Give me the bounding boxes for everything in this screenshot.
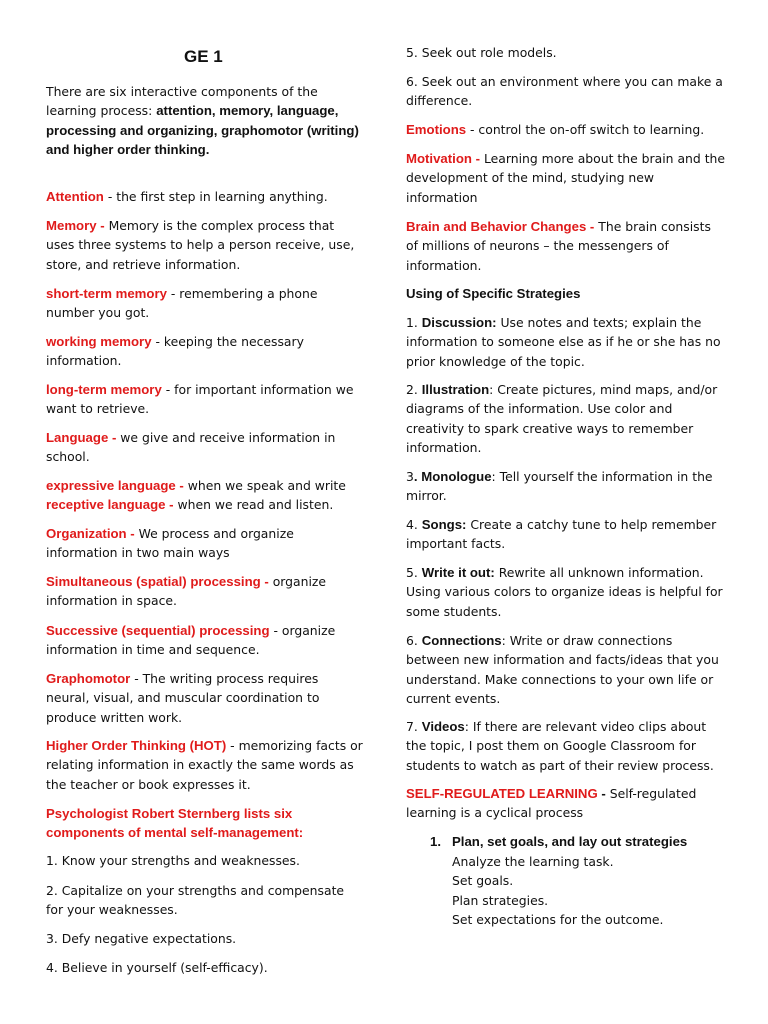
paragraph-simultaneous-processing: [46, 572, 364, 611]
list-item: [46, 958, 364, 977]
step-heading: [406, 832, 750, 851]
strategy-number: 7.: [406, 719, 422, 734]
term: Motivation -: [406, 151, 480, 166]
term: working memory: [46, 334, 152, 349]
intro-text: There are six interactive components of the learning process:: [46, 84, 318, 119]
definition: we give and receive information in school.: [46, 430, 336, 465]
definition: - control the on-off switch to learning.: [466, 122, 705, 137]
definition: The brain consists of millions of neurons – the messengers of information.: [406, 219, 711, 273]
strategy-text: : If there are relevant video clips about the topic, I post them on Google Classroom for students to watch as part of their review process.: [406, 719, 714, 773]
term: Memory -: [46, 218, 105, 233]
intro-paragraph: [46, 82, 364, 159]
strategy-connections: [406, 631, 726, 708]
paragraph-expressive-receptive: [46, 476, 364, 515]
paragraph-attention: [46, 187, 364, 206]
strategy-text: Create a catchy tune to help remember important facts.: [406, 517, 717, 552]
paragraph-brain-behavior: [406, 217, 726, 275]
strategy-name: Discussion:: [421, 315, 497, 330]
term: Language -: [46, 430, 117, 445]
step-items: [406, 852, 726, 929]
strategy-videos: [406, 717, 726, 775]
strategy-name: . Monologue: [413, 469, 492, 484]
strategy-text: : Create pictures, mind maps, and/or diagrams of the information. Use color and creativity to spark creative ways to remember information.: [406, 382, 718, 455]
strategy-number: 2.: [406, 382, 422, 397]
paragraph-successive-processing: [46, 621, 364, 660]
paragraph-organization: [46, 524, 364, 563]
strategy-number: 1.: [406, 315, 422, 330]
strategy-write-it-out: [406, 563, 726, 621]
step-number: 1.: [430, 834, 441, 849]
paragraph-language: [46, 428, 364, 467]
strategy-text: Rewrite all unknown information. Using various colors to organize ideas is helpful for some students.: [406, 565, 723, 619]
list-item-text: 4. Believe in yourself (self-efficacy).: [46, 960, 268, 975]
term: Graphomotor: [46, 671, 131, 686]
list-item: [406, 43, 726, 62]
paragraph-long-term-memory: [46, 380, 364, 419]
term: Brain and Behavior Changes -: [406, 219, 595, 234]
definition: Memory is the complex process that uses three systems to help a person receive, use, store, and retrieve information.: [46, 218, 355, 272]
strategy-number: 3: [406, 469, 414, 484]
term: Higher Order Thinking (HOT): [46, 738, 227, 753]
definition: - keeping the necessary information.: [46, 334, 304, 369]
list-item: [406, 72, 726, 111]
strategy-discussion: [406, 313, 726, 371]
term: long-term memory: [46, 382, 162, 397]
strategy-text: : Tell yourself the information in the mirror.: [406, 469, 713, 504]
definition: - for important information we want to retrieve.: [46, 382, 354, 417]
term: Attention: [46, 189, 104, 204]
strategy-name: Write it out:: [421, 565, 495, 580]
strategy-monologue: [406, 467, 726, 506]
list-item: [46, 851, 364, 870]
strategy-name: Illustration: [421, 382, 490, 397]
list-item: [46, 929, 364, 948]
definition: Self-regulated learning is a cyclical process: [406, 786, 697, 821]
term-separator: -: [597, 786, 606, 801]
step-item: Plan strategies.: [452, 892, 549, 908]
definition: - the first step in learning anything.: [103, 189, 328, 204]
definition: - The writing process requires neural, visual, and muscular coordination to produce written work.: [46, 671, 320, 725]
strategy-text: Use notes and texts; explain the information to someone else as if he or she has no prior knowledge of the topic.: [406, 315, 721, 369]
definition: Learning more about the brain and the development of the mind, studying new information: [406, 151, 726, 205]
list-item-text: 1. Know your strengths and weaknesses.: [46, 853, 300, 868]
step-item: Set goals.: [452, 873, 514, 889]
paragraph-short-term-memory: [46, 284, 364, 323]
definition: - organize information in time and sequence.: [46, 623, 336, 658]
strategy-name: Videos: [421, 719, 465, 734]
term: Successive (sequential) processing: [46, 623, 270, 638]
strategies-heading: [406, 284, 726, 303]
paragraph-graphomotor: [46, 669, 364, 727]
strategy-number: 5.: [406, 565, 422, 580]
term: expressive language -: [46, 478, 184, 493]
definition: when we speak and write: [183, 478, 346, 493]
paragraph-self-regulated: [406, 784, 726, 823]
strategy-number: 6.: [406, 633, 422, 648]
definition: - memorizing facts or relating information in exactly the same words as the teacher or book expresses it.: [46, 738, 363, 792]
intro-bold: attention, memory, language, processing and organizing, graphomotor (writing) and higher order thinking.: [46, 103, 359, 157]
strategy-number: 4.: [406, 517, 422, 532]
step-item: Analyze the learning task.: [452, 854, 614, 869]
definition: organize information in space.: [46, 574, 327, 609]
paragraph-emotions: [406, 120, 726, 139]
document-title: GE 1: [184, 47, 223, 66]
term: short-term memory: [46, 286, 167, 301]
strategy-name: Songs:: [421, 517, 467, 532]
strategy-name: Connections: [421, 633, 502, 648]
list-item-text: 3. Defy negative expectations.: [46, 931, 237, 946]
definition: - remembering a phone number you got.: [46, 286, 318, 321]
term: Emotions: [406, 122, 467, 137]
step-item: Set expectations for the outcome.: [452, 911, 664, 927]
paragraph-working-memory: [46, 332, 364, 371]
section-heading: Using of Specific Strategies: [406, 286, 581, 301]
definition: when we read and listen.: [173, 497, 334, 513]
term: Simultaneous (spatial) processing -: [46, 574, 269, 589]
list-item-text: 2. Capitalize on your strengths and compensate for your weaknesses.: [46, 883, 345, 918]
section-heading: Psychologist Robert Sternberg lists six components of mental self-management:: [46, 806, 304, 841]
paragraph-memory: [46, 216, 364, 274]
list-item-text: 6. Seek out an environment where you can make a difference.: [406, 74, 723, 109]
term: SELF-REGULATED LEARNING: [406, 786, 598, 801]
list-item-text: 5. Seek out role models.: [406, 45, 557, 60]
paragraph-motivation: [406, 149, 726, 207]
list-item: [46, 881, 364, 920]
definition: We process and organize information in two main ways: [46, 526, 294, 561]
paragraph-sternberg-heading: [46, 804, 364, 843]
term: receptive language -: [46, 497, 174, 513]
strategy-illustration: [406, 380, 726, 457]
term: Organization -: [46, 526, 135, 541]
step-title: Plan, set goals, and lay out strategies: [452, 834, 688, 849]
strategy-songs: [406, 515, 726, 554]
strategy-text: : Write or draw connections between new information and facts/ideas that you understand. Make connections to your own life or current events.: [406, 633, 719, 706]
paragraph-higher-order-thinking: [46, 736, 364, 794]
